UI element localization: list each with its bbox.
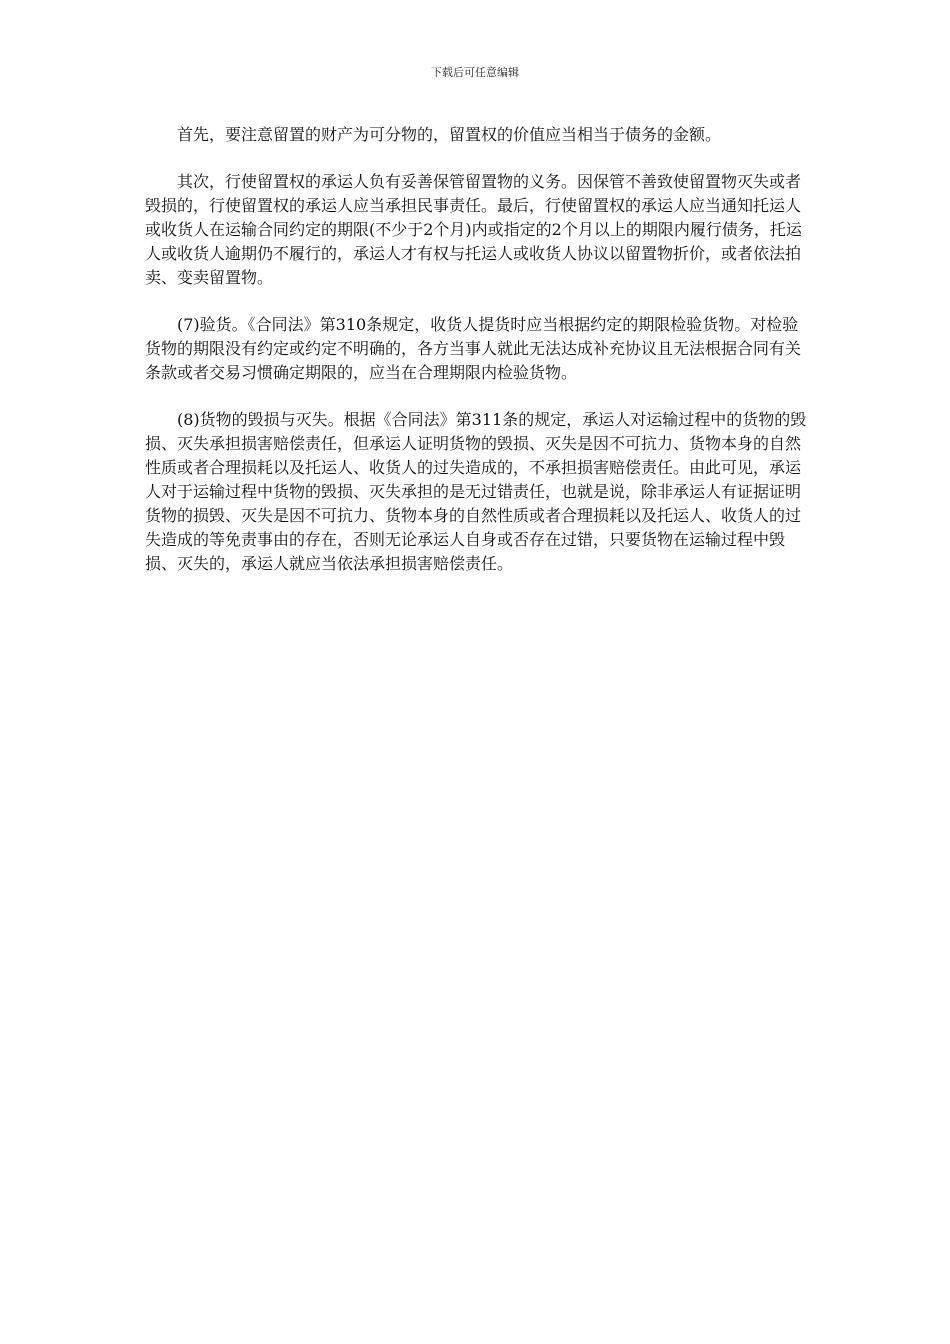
paragraph-inspection: (7)验货。《合同法》第310条规定，收货人提货时应当根据约定的期限检验货物。对检验货物的期限没有约定或约定不明确的，各方当事人就此无法达成补充协议且无法根据合同有关条款或者交易习惯确定期限的，应当在合理期限内检验货物。 [145,315,802,382]
document-body [145,123,810,599]
header-note: 下载后可任意编辑 [431,66,519,79]
paragraph-damage-loss: (8)货物的毁损与灭失。根据《合同法》第311条的规定，承运人对运输过程中的货物的毁损、灭失承担损害赔偿责任，但承运人证明货物的毁损、灭失是因不可抗力、货物本身的自然性质或者合理损耗以及托运人、收货人的过失造成的，不承担损害赔偿责任。由此可见，承运人对于运输过程中货物的毁损、灭失承担的是无过错责任，也就是说，除非承运人有证据证明货物的损毁、灭失是因不可抗力、货物本身的自然性质或者合理损耗以及托运人、收货人的过失造成的等免责事由的存在，否则无论承运人自身或否存在过错，只要货物在运输过程中毁损、灭失的，承运人就应当依法承担损害赔偿责任。 [145,410,807,573]
paragraph-retention-value: 首先，要注意留置的财产为可分物的，留置权的价值应当相当于债务的金额。 [177,125,722,144]
paragraph-retention-duty: 其次，行使留置权的承运人负有妥善保管留置物的义务。因保管不善致使留置物灭失或者毁损的，行使留置权的承运人应当承担民事责任。最后，行使留置权的承运人应当通知托运人或收货人在运输合同约定的期限(不少于2个月)内或指定的2个月以上的期限内履行债务，托运人或收货人逾期仍不履行的，承运人才有权与托运人或收货人协议以留置物折价，或者依法拍卖、变卖留置物。 [145,172,802,287]
